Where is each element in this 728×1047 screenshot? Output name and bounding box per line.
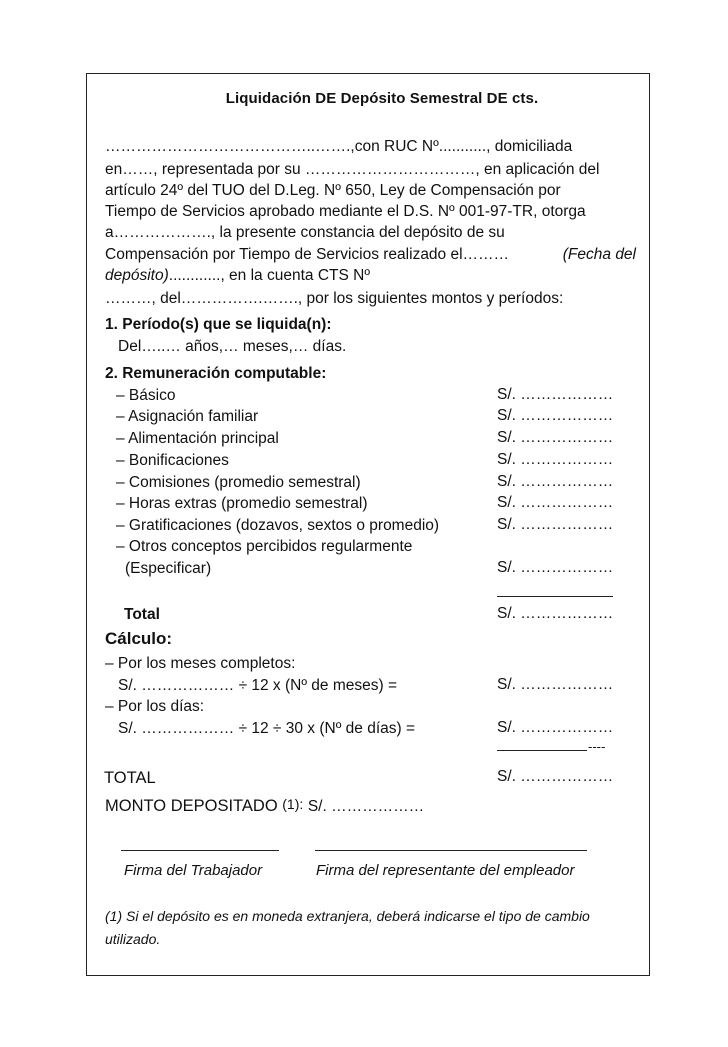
calculo-heading: Cálculo:	[105, 629, 173, 648]
intro-line-4: Tiempo de Servicios aprobado mediante el D.S. Nº 001-97-TR, otorga	[105, 203, 586, 220]
monto-depositado	[105, 796, 424, 817]
employer-signature-label: Firma del representante del empleador	[316, 862, 575, 879]
calculo-months-label: – Por los meses completos:	[105, 655, 296, 672]
monto-depositado-label: MONTO DEPOSITADO	[105, 797, 278, 815]
item-horas-extras: – Horas extras (promedio semestral)	[116, 495, 368, 512]
intro-line-1: …………………………………..…….,con RUC Nº..........., domiciliada	[105, 138, 573, 155]
item-horas-extras-amount: S/. ………………	[497, 494, 614, 511]
item-bonificaciones: – Bonificaciones	[116, 452, 229, 469]
calculo-days-formula: S/. ……………… ÷ 12 ÷ 30 x (Nº de días) =	[118, 720, 416, 737]
item-asignacion: – Asignación familiar	[116, 408, 259, 425]
section1-period-line: Del…..… años,… meses,… días.	[118, 338, 347, 355]
item-gratificaciones: – Gratificaciones (dozavos, sextos o promedio)	[116, 517, 440, 534]
intro-line-7-italic: depósito)	[105, 267, 169, 284]
calculo-rule	[497, 750, 587, 751]
item-basico-amount: S/. ………………	[497, 386, 614, 403]
calculo-rule-tail: ----	[588, 739, 606, 754]
calculo-days-label: – Por los días:	[105, 698, 205, 715]
item-especificar-amount: S/. ………………	[497, 559, 614, 576]
document-title: Liquidación DE Depósito Semestral DE cts.	[225, 90, 539, 107]
intro-line-6	[105, 245, 636, 265]
calculo-days-amount: S/. ………………	[497, 719, 614, 736]
calculo-months-formula: S/. ……………… ÷ 12 x (Nº de meses) =	[118, 677, 398, 694]
worker-signature-label: Firma del Trabajador	[124, 862, 263, 879]
intro-line-6-text: Compensación por Tiempo de Servicios realizado el………	[105, 246, 510, 263]
intro-line-8: ………, del…………….……., por los siguientes montos y períodos:	[105, 290, 564, 307]
total-label: Total	[124, 606, 160, 623]
intro-line-3: artículo 24º del TUO del D.Leg. Nº 650, Ley de Compensación por	[105, 182, 561, 199]
monto-footnote-ref: (1):	[282, 796, 304, 812]
worker-signature-line	[121, 850, 279, 851]
item-asignacion-amount: S/. ………………	[497, 407, 614, 424]
item-comisiones: – Comisiones (promedio semestral)	[116, 474, 361, 491]
intro-line-7	[105, 266, 370, 286]
total-amount: S/. ………………	[497, 605, 614, 622]
item-otros: – Otros conceptos percibidos regularmente	[116, 538, 413, 555]
item-basico: – Básico	[116, 387, 176, 404]
item-gratificaciones-amount: S/. ………………	[497, 516, 614, 533]
item-comisiones-amount: S/. ………………	[497, 473, 614, 490]
intro-line-7-text: ............, en la cuenta CTS Nº	[168, 267, 370, 284]
intro-line-5: a………………., la presente constancia del depósito de su	[105, 224, 505, 241]
grand-total-amount: S/. ………………	[497, 768, 614, 785]
section2-heading: 2. Remuneración computable:	[105, 365, 327, 382]
grand-total-label: TOTAL	[104, 769, 156, 787]
subtotal-rule	[497, 596, 613, 597]
intro-line-2: en……, representada por su ……………………………, en aplicación del	[105, 161, 600, 178]
footnote-line-2: utilizado.	[105, 931, 161, 947]
employer-signature-line	[315, 850, 587, 851]
intro-line-6-italic: (Fecha del	[562, 246, 636, 263]
monto-depositado-amount: S/. ………………	[307, 798, 425, 815]
item-alimentacion: – Alimentación principal	[116, 430, 279, 447]
item-especificar: (Especificar)	[125, 560, 212, 577]
item-bonificaciones-amount: S/. ………………	[497, 451, 614, 468]
calculo-months-amount: S/. ………………	[497, 676, 614, 693]
section1-heading: 1. Período(s) que se liquida(n):	[105, 316, 332, 333]
footnote-line-1: (1) Si el depósito es en moneda extranjera, deberá indicarse el tipo de cambio	[105, 908, 590, 924]
item-alimentacion-amount: S/. ………………	[497, 429, 614, 446]
